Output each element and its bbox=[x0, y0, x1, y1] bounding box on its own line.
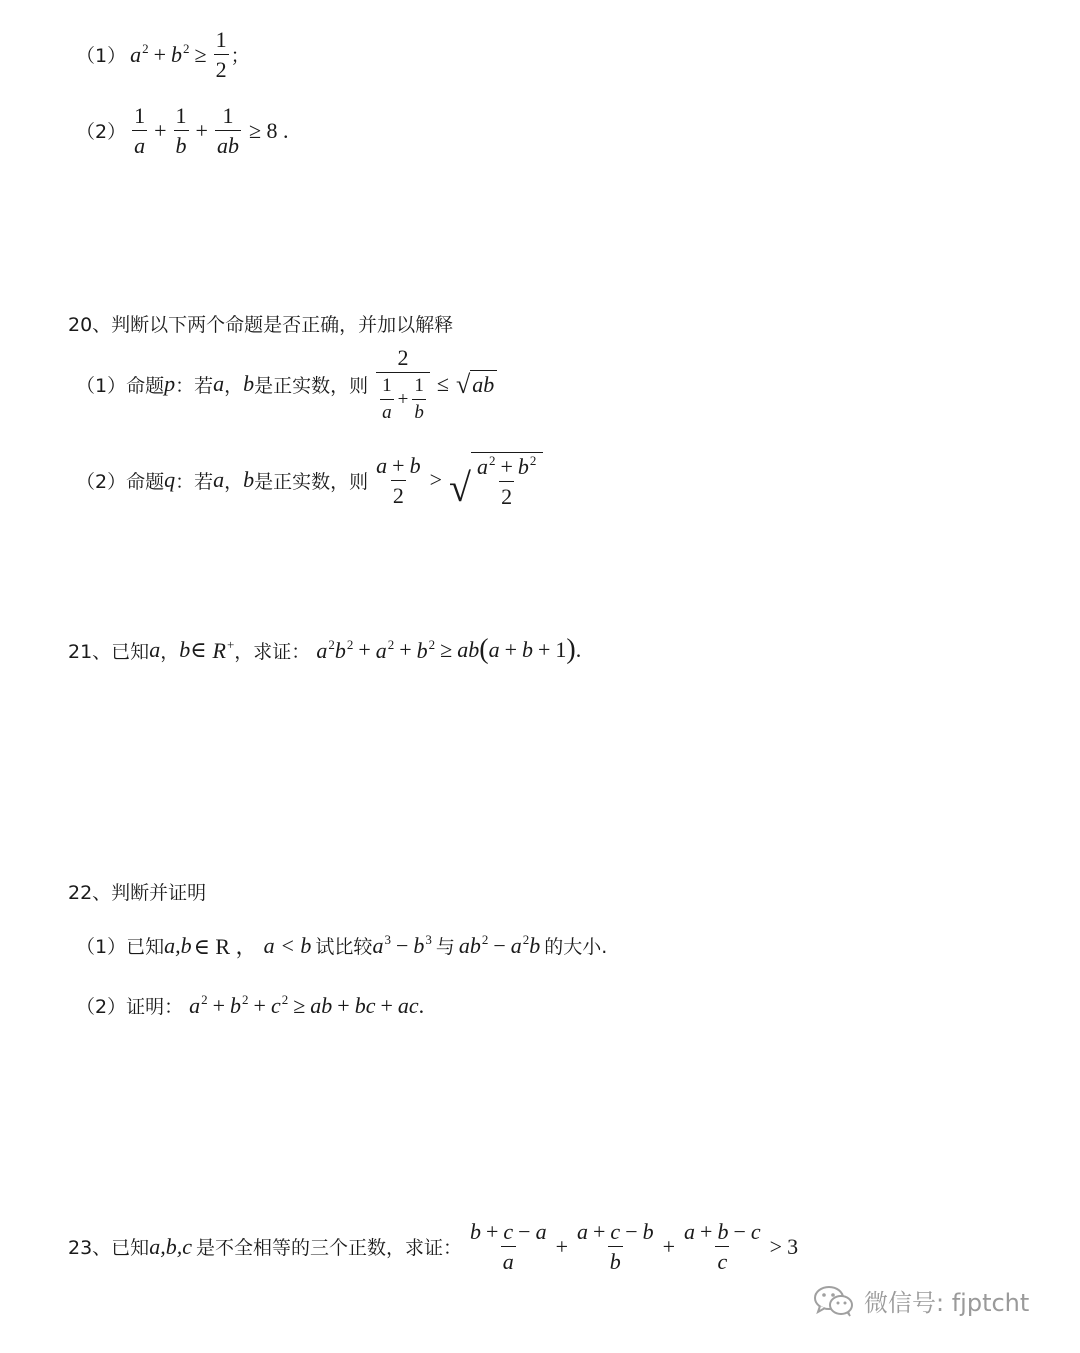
q19-part1: （1） $a^2$ + $b^2$ ≥ $\frac{1}{2}$ ； bbox=[76, 27, 250, 83]
q19-part1-label: （1） bbox=[76, 45, 127, 68]
sqrt-mean-square: √ $\frac{a^2 + b^2}{2}$ bbox=[449, 452, 543, 508]
q19-part2: （2） $\frac{1}{a}$ + $\frac{1}{b}$ + $\frac{1}{ab}$ ≥ 8 . bbox=[76, 103, 289, 159]
harmonic-mean-fraction: 2 $\frac{1}{a}$ + $\frac{1}{b}$ bbox=[376, 346, 430, 423]
q23: 23、已知 a,b,c 是不全相等的三个正数，求证： $\frac{b + c - a}{a}$ + $\frac{a + c - b}{b}$ + $\frac{a + b - c}{c}$ > 3 bbox=[68, 1219, 799, 1275]
q21: 21、已知 a ， b∈ R+ ，求证： $a^2b^2$ + $a^2$ + $b^2$ ≥ ab ( a + b + 1 ) . bbox=[68, 634, 582, 665]
q20-part1: （1）命题 p ：若 a ， b 是正实数，则 2 $\frac{1}{a}$ + $\frac{1}{b}$ ≤ √ ab bbox=[76, 346, 497, 423]
one-half-fraction: $\frac{1}{2}$ bbox=[215, 27, 227, 83]
q20-part2: （2）命题 q ：若 a ， b 是正实数，则 $\frac{a + b}{2}$ > √ $\frac{a^2 + b^2}{2}$ bbox=[76, 452, 543, 508]
q20-heading: 20、判断以下两个命题是否正确，并加以解释 bbox=[68, 314, 454, 336]
wechat-watermark bbox=[812, 1283, 1029, 1318]
watermark-text: 微信号: fjptcht bbox=[864, 1289, 1030, 1317]
wechat-icon bbox=[812, 1284, 856, 1318]
q22-part2: （2）证明： $a^2$ + $b^2$ + $c^2$ ≥ ab + bc + ac . bbox=[76, 992, 425, 1018]
sqrt-ab: √ ab bbox=[456, 370, 497, 398]
q22-part1: （1）已知 a,b ∈ R ， a < b 试比较 $a^3$ − $b^3$ 与 $ab^2$ − $a^2b$ 的大小. bbox=[76, 932, 608, 959]
q22-heading: 22、判断并证明 bbox=[68, 882, 207, 904]
q19-part2-label: （2） bbox=[76, 121, 127, 144]
